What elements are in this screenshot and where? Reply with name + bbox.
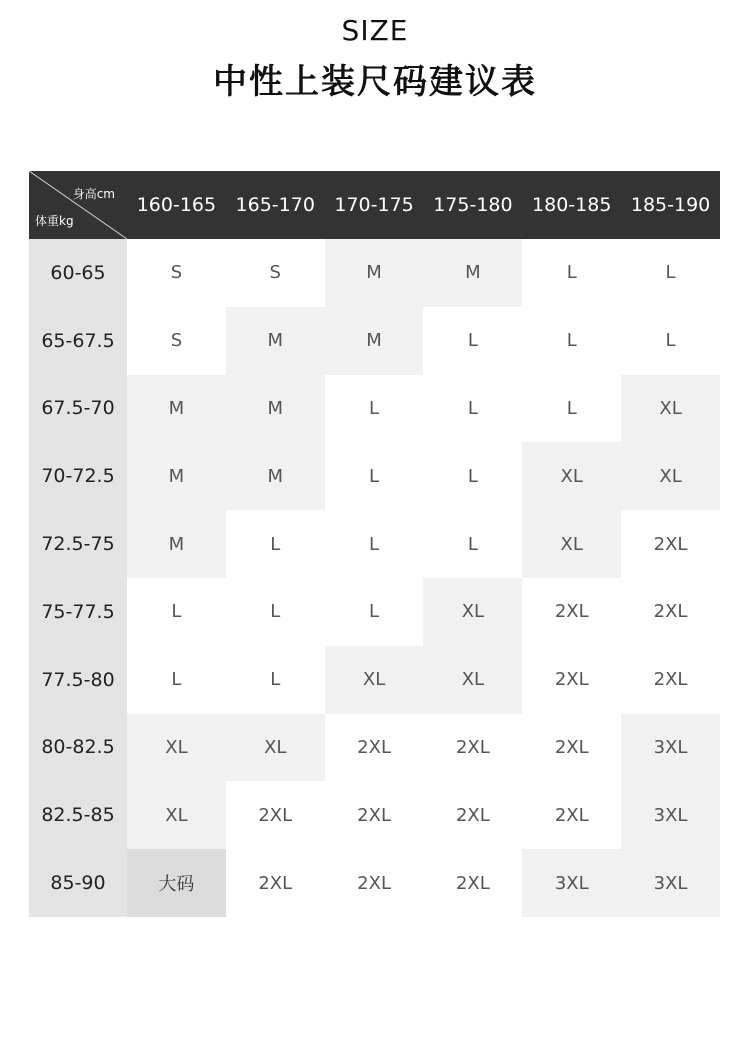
size-cell: 大码 (127, 849, 226, 917)
size-cell: M (127, 442, 226, 510)
size-cell: 2XL (455, 736, 490, 758)
table-row (29, 781, 720, 849)
size-cell: M (325, 239, 424, 307)
size-cell: 2XL (554, 804, 589, 826)
weight-label: 60-65 (29, 239, 127, 307)
table-row (29, 239, 720, 307)
weight-axis-label: 体重kg (35, 214, 74, 228)
size-cell: L (270, 601, 281, 623)
size-cell: L (369, 397, 380, 419)
size-cell: L (467, 397, 478, 419)
corner-cell (29, 171, 127, 239)
size-cell: L (467, 533, 478, 555)
height-header: 185-190 (630, 194, 711, 216)
size-cell: L (369, 465, 380, 487)
size-cell: L (665, 330, 676, 352)
size-cell: 2XL (455, 804, 490, 826)
size-cell: S (269, 262, 281, 284)
size-cell: L (566, 330, 577, 352)
size-cell: 3XL (621, 714, 720, 782)
size-cell: M (423, 239, 522, 307)
table-row (29, 578, 720, 646)
size-cell: S (170, 262, 183, 284)
weight-label: 72.5-75 (29, 510, 127, 578)
weight-label: 82.5-85 (29, 781, 127, 849)
size-cell: S (170, 330, 183, 352)
table-row (29, 849, 720, 917)
size-cell: 2XL (357, 804, 391, 826)
table-header (29, 171, 720, 239)
table-row (29, 510, 720, 578)
size-cell: 2XL (554, 736, 589, 758)
table-body (29, 239, 720, 917)
height-header: 160-165 (136, 194, 217, 216)
size-cell: 3XL (621, 849, 720, 917)
size-cell: XL (325, 646, 424, 714)
page-title: 中性上装尺码建议表 (213, 62, 537, 102)
size-cell: XL (621, 375, 720, 443)
weight-label: 65-67.5 (29, 307, 127, 375)
size-cell: 2XL (455, 872, 490, 894)
weight-label: 77.5-80 (29, 646, 127, 714)
height-header: 180-185 (532, 194, 612, 216)
size-cell: L (270, 669, 281, 691)
table-row (29, 307, 720, 375)
size-cell: XL (127, 714, 226, 782)
page-title-en: SIZE (341, 14, 409, 47)
size-cell: XL (522, 442, 621, 510)
size-cell: M (127, 375, 226, 443)
size-cell: XL (522, 510, 621, 578)
height-header: 165-170 (235, 194, 315, 216)
size-cell: L (566, 397, 577, 419)
weight-label: 70-72.5 (29, 442, 127, 510)
weight-label: 67.5-70 (29, 375, 127, 443)
size-cell: M (127, 510, 226, 578)
size-cell: 2XL (554, 601, 589, 623)
size-cell: XL (423, 646, 522, 714)
size-cell: 2XL (258, 872, 293, 894)
size-cell: L (369, 601, 380, 623)
table-row (29, 375, 720, 443)
table-row (29, 646, 720, 714)
size-cell: L (467, 465, 478, 487)
height-header: 170-175 (334, 194, 414, 216)
weight-label: 75-77.5 (29, 578, 127, 646)
size-cell: L (171, 601, 182, 623)
size-cell: 2XL (554, 669, 589, 691)
size-cell: L (665, 262, 676, 284)
size-chart-table (29, 171, 720, 917)
size-cell: L (171, 669, 182, 691)
size-cell: XL (226, 714, 325, 782)
size-cell: XL (621, 442, 720, 510)
size-cell: L (369, 533, 380, 555)
size-cell: 3XL (522, 849, 621, 917)
size-cell: 2XL (653, 533, 688, 555)
size-cell: L (566, 262, 577, 284)
table-row (29, 714, 720, 782)
size-cell: M (226, 375, 325, 443)
size-cell: M (226, 442, 325, 510)
size-cell: XL (127, 781, 226, 849)
size-cell: 2XL (357, 736, 391, 758)
weight-label: 80-82.5 (29, 714, 127, 782)
weight-label: 85-90 (29, 849, 127, 917)
size-cell: XL (423, 578, 522, 646)
size-cell: 3XL (621, 781, 720, 849)
size-cell: 2XL (653, 601, 688, 623)
size-cell: M (226, 307, 325, 375)
height-header: 175-180 (433, 194, 513, 216)
size-cell: 2XL (357, 872, 391, 894)
size-cell: M (325, 307, 424, 375)
table-row (29, 442, 720, 510)
size-cell: 2XL (258, 804, 293, 826)
size-cell: L (467, 330, 478, 352)
size-cell: L (270, 533, 281, 555)
height-axis-label: 身高cm (72, 187, 115, 201)
size-cell: 2XL (653, 669, 688, 691)
